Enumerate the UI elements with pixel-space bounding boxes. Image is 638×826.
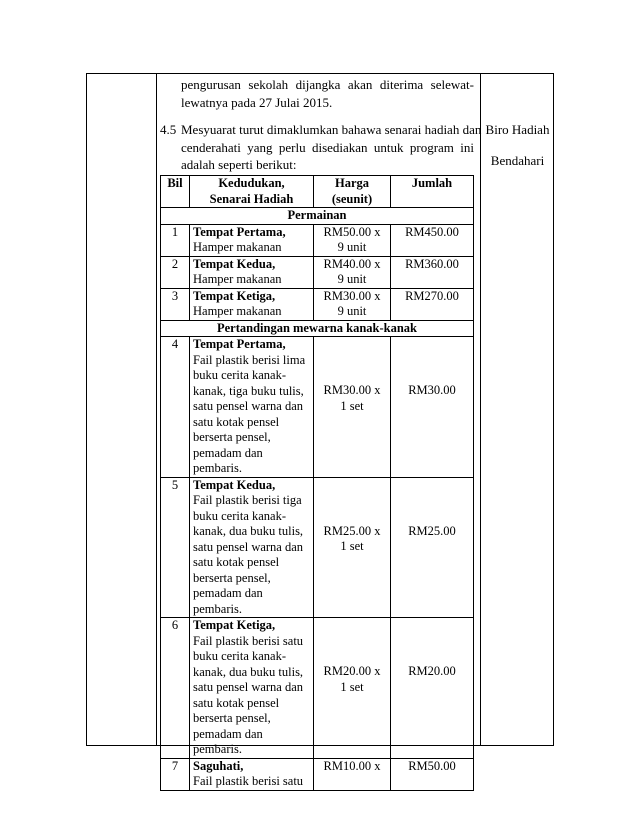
prize-desc-line: satu kotak pensel	[193, 414, 280, 429]
cell-jumlah	[391, 288, 474, 320]
prize-desc-line: berserta pensel,	[193, 711, 271, 725]
jumlah-value: RM270.00	[405, 288, 459, 303]
harga-line: RM20.00 x	[323, 664, 381, 678]
header-harga-line: (seunit)	[331, 191, 373, 206]
prize-desc-line: pembaris.	[193, 461, 242, 475]
harga-line: RM40.00 x	[323, 256, 381, 271]
header-jumlah: Jumlah	[391, 176, 474, 208]
column-divider	[156, 73, 157, 746]
prize-desc-line: satu kotak pensel	[193, 555, 280, 569]
prize-desc-line: pemadam dan	[193, 586, 263, 600]
column-divider	[480, 73, 481, 746]
header-kedudukan	[190, 176, 314, 208]
harga-line: RM50.00 x	[323, 224, 381, 239]
cell-harga	[314, 337, 391, 478]
cell-jumlah	[391, 337, 474, 478]
harga-line: 1 set	[340, 539, 364, 553]
cell-bil: 1	[161, 224, 190, 256]
cell-bil: 5	[161, 477, 190, 618]
cell-jumlah	[391, 477, 474, 618]
cell-bil: 4	[161, 337, 190, 478]
cell-kedudukan	[190, 618, 314, 759]
header-kedudukan-line: Senarai Hadiah	[209, 191, 294, 206]
prize-desc-line: Fail plastik berisi satu	[193, 774, 304, 788]
cell-harga	[314, 288, 391, 320]
section-row	[161, 208, 474, 225]
prize-desc-line: Fail plastik berisi satu	[193, 633, 304, 648]
prize-desc-line: buku cerita kanak-	[193, 368, 287, 382]
table-row	[161, 224, 474, 256]
cell-harga	[314, 618, 391, 759]
item-line: Mesyuarat turut dimaklumkan bahawa senarai hadiah dan	[181, 122, 482, 137]
prize-desc-line: pembaris.	[193, 601, 242, 616]
prize-desc-line: pembaris.	[193, 742, 242, 756]
prize-desc-line: Fail plastik berisi lima	[193, 352, 306, 367]
table-row	[161, 618, 474, 759]
cell-harga	[314, 477, 391, 618]
prize-title: Tempat Pertama,	[193, 224, 286, 239]
table-header-row	[161, 176, 474, 208]
header-harga	[314, 176, 391, 208]
table-row	[161, 288, 474, 320]
prize-desc-line: satu pensel warna dan	[193, 539, 304, 554]
cell-jumlah	[391, 256, 474, 288]
section-row	[161, 320, 474, 337]
cell-bil: 2	[161, 256, 190, 288]
prize-desc-line: satu pensel warna dan	[193, 399, 304, 413]
cell-kedudukan	[190, 337, 314, 478]
prize-desc-line: Hamper makanan	[193, 240, 282, 254]
harga-line: 9 unit	[337, 304, 367, 318]
prize-desc-line: Hamper makanan	[193, 272, 282, 286]
table-row	[161, 337, 474, 478]
harga-line: RM10.00 x	[323, 758, 381, 773]
cell-harga	[314, 758, 391, 790]
section-title: Permainan	[161, 208, 474, 225]
cell-jumlah	[391, 618, 474, 759]
prize-list-table	[160, 175, 474, 791]
intro-line: lewatnya pada 27 Julai 2015.	[181, 94, 333, 110]
prize-desc-line: satu kotak pensel	[193, 695, 280, 710]
item-number: 4.5	[160, 122, 177, 137]
cell-kedudukan	[190, 224, 314, 256]
item-line: cenderahati yang perlu disediakan untuk program ini	[181, 139, 474, 155]
remark-biro-hadiah: Biro Hadiah	[485, 122, 550, 137]
intro-paragraph	[181, 76, 474, 111]
item-line: adalah seperti berikut:	[181, 157, 297, 172]
cell-bil: 7	[161, 758, 190, 790]
prize-title: Saguhati,	[193, 758, 244, 773]
remark-bendahari: Bendahari	[490, 153, 545, 168]
jumlah-value: RM450.00	[405, 224, 459, 239]
cell-kedudukan	[190, 758, 314, 790]
prize-title: Tempat Kedua,	[193, 256, 276, 271]
prize-desc-line: buku cerita kanak-	[193, 508, 287, 523]
prize-desc-line: pemadam dan	[193, 726, 263, 741]
prize-desc-line: kanak, dua buku tulis,	[193, 664, 304, 679]
cell-jumlah	[391, 758, 474, 790]
header-bil: Bil	[161, 176, 190, 208]
prize-desc-line: satu pensel warna dan	[193, 680, 304, 694]
jumlah-value: RM25.00	[408, 523, 456, 538]
cell-kedudukan	[190, 256, 314, 288]
harga-line: 9 unit	[337, 240, 367, 254]
table-row	[161, 758, 474, 790]
item-4-5-paragraph	[181, 121, 482, 174]
cell-bil: 6	[161, 618, 190, 759]
cell-bil: 3	[161, 288, 190, 320]
prize-title: Tempat Ketiga,	[193, 288, 276, 303]
prize-desc-line: Fail plastik berisi tiga	[193, 493, 302, 507]
harga-line: 1 set	[340, 679, 364, 694]
harga-line: RM30.00 x	[323, 383, 381, 397]
prize-desc-line: kanak, tiga buku tulis,	[193, 383, 304, 398]
prize-title: Tempat Pertama,	[193, 337, 286, 351]
prize-desc-line: Hamper makanan	[193, 304, 282, 318]
jumlah-value: RM20.00	[408, 664, 456, 678]
prize-desc-line: kanak, dua buku tulis,	[193, 524, 304, 538]
harga-line: 9 unit	[337, 272, 367, 286]
table-row	[161, 256, 474, 288]
harga-line: RM30.00 x	[323, 288, 381, 303]
cell-harga	[314, 256, 391, 288]
prize-desc-line: berserta pensel,	[193, 430, 271, 444]
header-harga-line: Harga	[334, 176, 370, 190]
prize-desc-line: pemadam dan	[193, 445, 263, 460]
harga-line: RM25.00 x	[323, 523, 381, 538]
cell-harga	[314, 224, 391, 256]
section-title: Pertandingan mewarna kanak-kanak	[161, 320, 474, 337]
prize-title: Tempat Ketiga,	[193, 618, 276, 632]
jumlah-value: RM360.00	[405, 256, 459, 271]
harga-line: 1 set	[340, 398, 364, 413]
jumlah-value: RM50.00	[408, 758, 456, 773]
cell-kedudukan	[190, 288, 314, 320]
table-row	[161, 477, 474, 618]
intro-line: pengurusan sekolah dijangka akan diterima selewat-	[181, 77, 474, 92]
prize-title: Tempat Kedua,	[193, 477, 276, 492]
prize-desc-line: buku cerita kanak-	[193, 649, 287, 663]
cell-jumlah	[391, 224, 474, 256]
header-kedudukan-line: Kedudukan,	[218, 176, 285, 190]
cell-kedudukan	[190, 477, 314, 618]
jumlah-value: RM30.00	[408, 383, 456, 397]
prize-desc-line: berserta pensel,	[193, 570, 271, 585]
